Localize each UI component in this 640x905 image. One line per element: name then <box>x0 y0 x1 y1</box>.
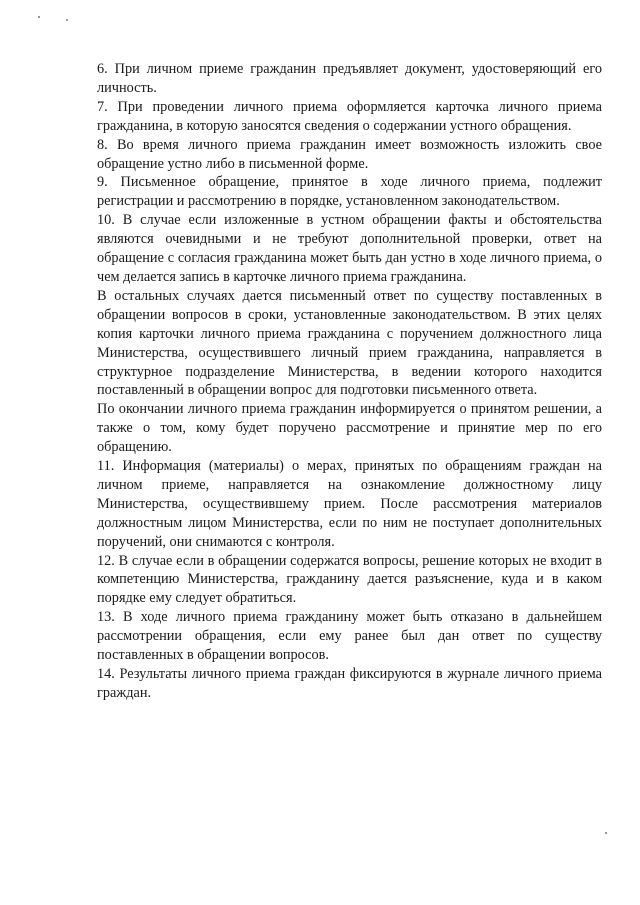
paragraph-9: 9. Письменное обращение, принятое в ходе личного приема, подлежит регистрации и рассмотрению в порядке, установленном законодательством. <box>97 174 602 210</box>
paragraph-13: 13. В ходе личного приема гражданину может быть отказано в дальнейшем рассмотрении обращения, если ему ранее был дан ответ по существу поставленных в обращении вопросов. <box>97 609 602 664</box>
paragraph-10-written-answer: В остальных случаях дается письменный ответ по существу поставленных в обращении вопросов в сроки, установленные законодательством. В этих целях копия карточки личного приема гражданина с поручением должностного лица Министерства, осуществившего личный прием гражданина, направляется в структурное подразделение Министерства, в ведении которого находится поставленный в обращении вопрос для подготовки письменного ответа. <box>97 287 602 399</box>
scan-speck <box>38 16 40 18</box>
scan-speck <box>66 19 68 21</box>
paragraph-12: 12. В случае если в обращении содержатся вопросы, решение которых не входит в компетенцию Министерства, гражданину дается разъяснение, куда и в каком порядке ему следует обратиться. <box>97 552 602 607</box>
paragraph-10: 10. В случае если изложенные в устном обращении факты и обстоятельства являются очевидными и не требуют дополнительной проверки, ответ на обращение с согласия гражданина может быть дан устно в ходе личного приема, о чем делается запись в карточке личного приема гражданина. <box>97 212 602 285</box>
paragraph-8: 8. Во время личного приема гражданин имеет возможность изложить свое обращение устно либо в письменной форме. <box>97 136 602 172</box>
paragraph-14: 14. Результаты личного приема граждан фиксируются в журнале личного приема граждан. <box>97 666 602 701</box>
paragraph-10-informing: По окончании личного приема гражданин информируется о принятом решении, а также о том, кому будет поручено рассмотрение и принятие мер по его обращению. <box>97 401 602 456</box>
paragraph-7: 7. При проведении личного приема оформляется карточка личного приема гражданина, в которую заносятся сведения о содержании устного обращения. <box>97 98 602 134</box>
scan-speck <box>605 832 607 834</box>
document-page <box>97 60 602 703</box>
paragraph-6: 6. При личном приеме гражданин предъявляет документ, удостоверяющий его личность. <box>97 61 602 96</box>
paragraph-11: 11. Информация (материалы) о мерах, принятых по обращениям граждан на личном приеме, направляется на ознакомление должностному лицу Министерства, осуществившему прием. После рассмотрения материалов должностным лицом Министерства, если по ним не поступает дополнительных поручений, они снимаются с контроля. <box>97 458 602 550</box>
